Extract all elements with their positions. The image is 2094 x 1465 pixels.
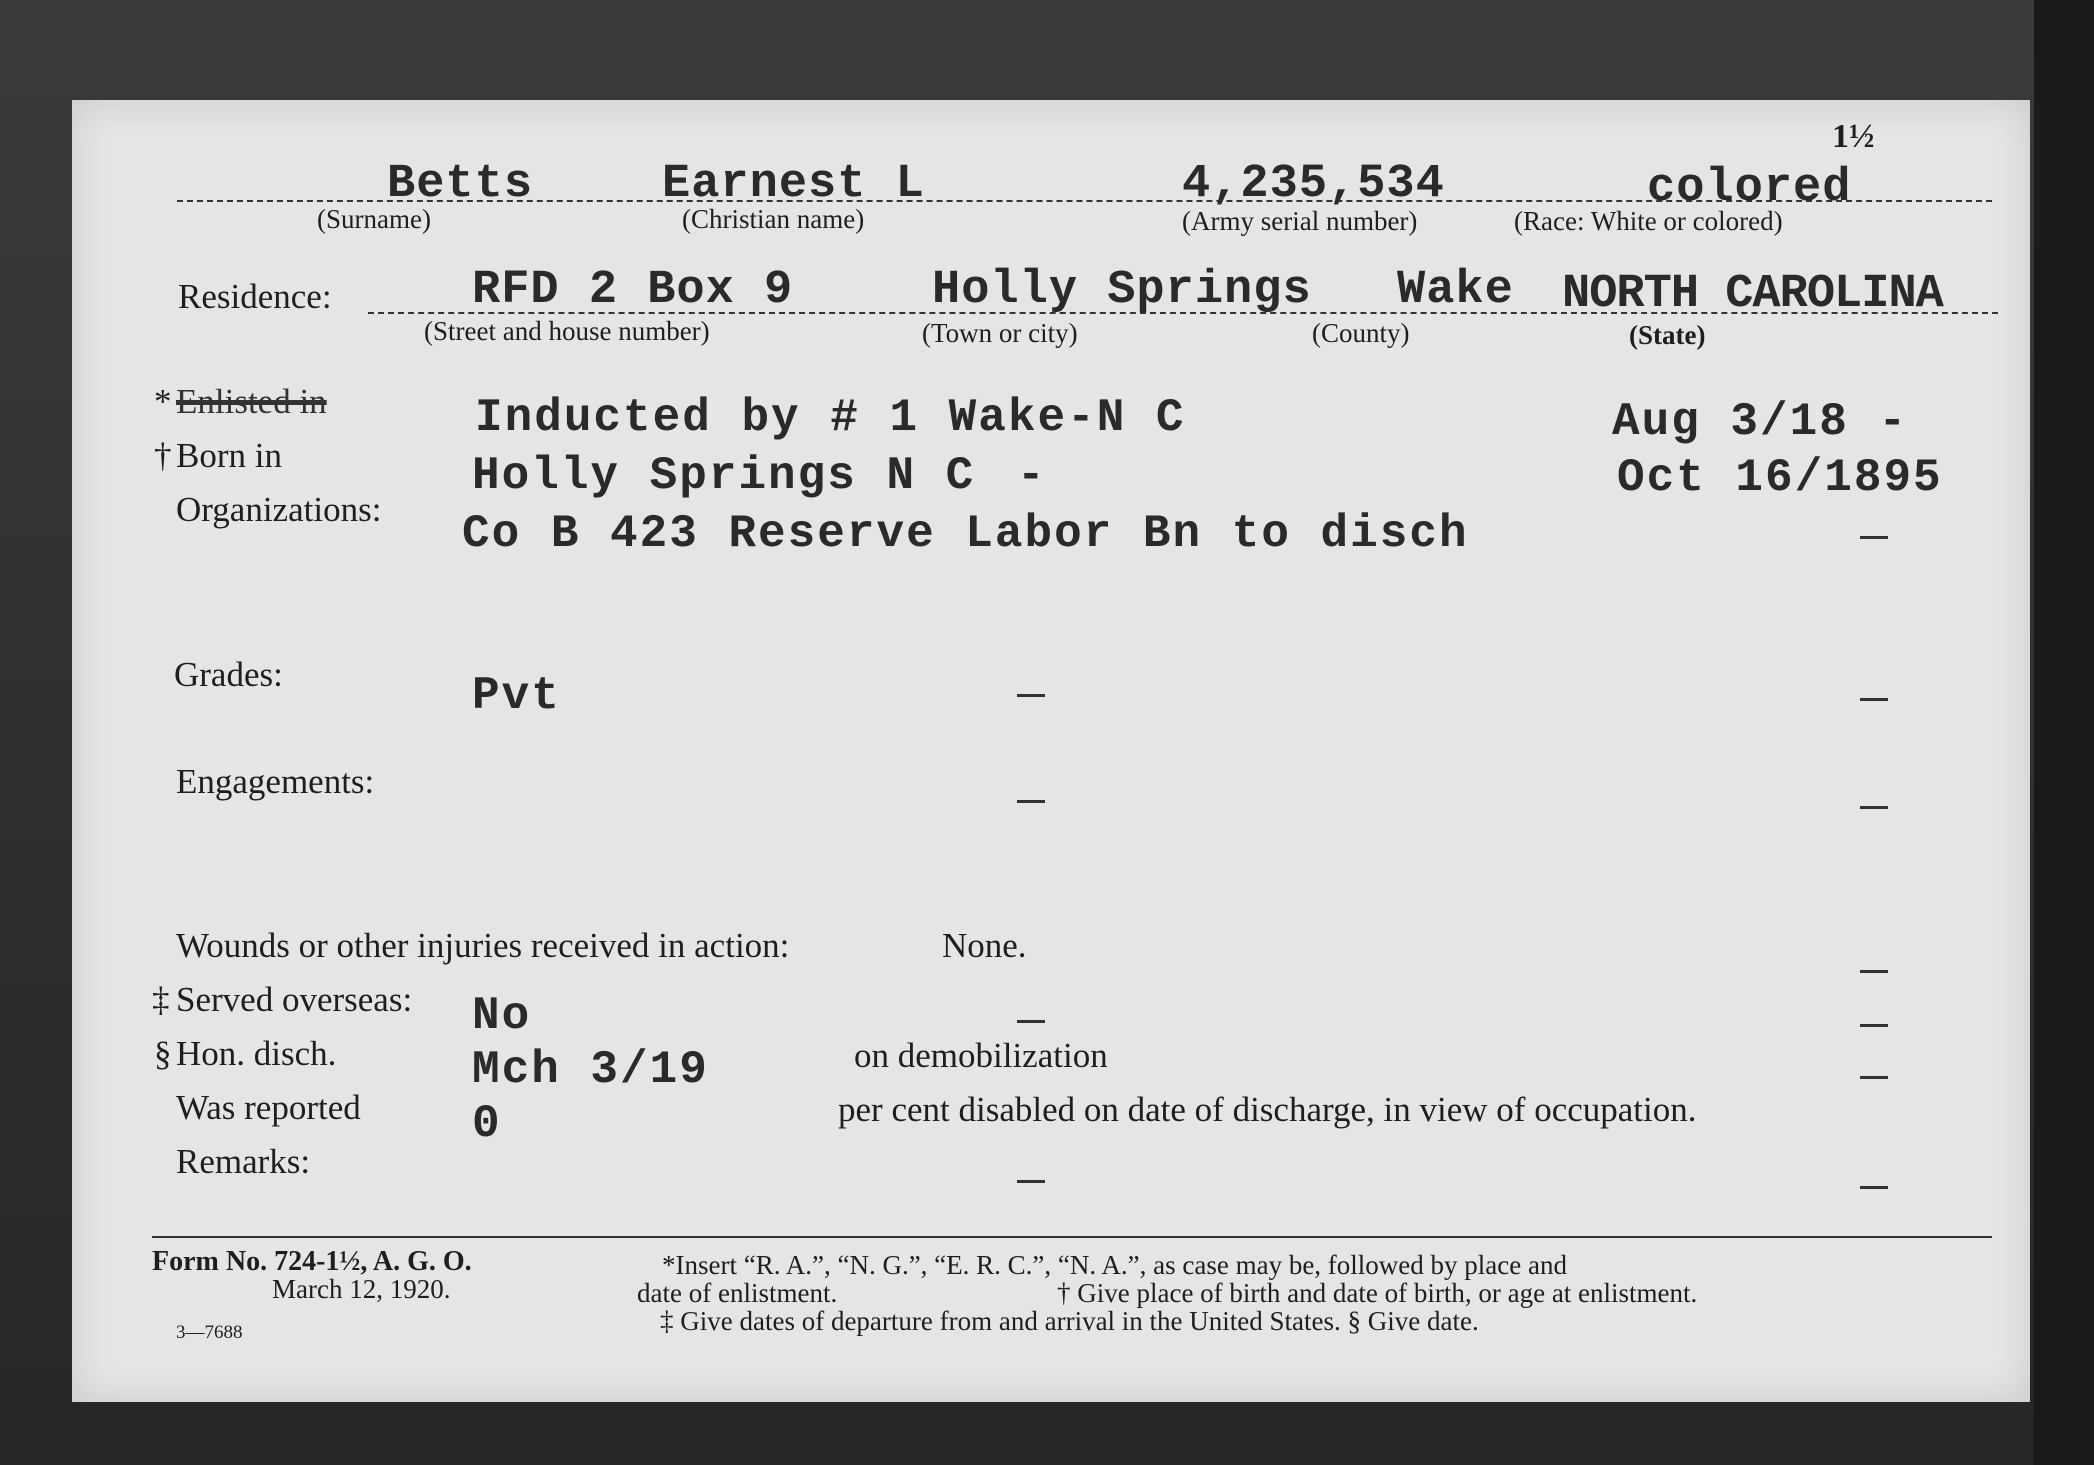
- hon-disch-note: on demobilization: [854, 1036, 1108, 1075]
- corner-mark: 1½: [1832, 118, 1875, 155]
- county-value: Wake: [1397, 264, 1514, 317]
- race-label: (Race: White or colored): [1514, 206, 1783, 236]
- form-number: Form No. 724-1½, A. G. O.: [152, 1246, 472, 1277]
- wounds-tick: [1860, 970, 1888, 973]
- footnote-2b: † Give place of birth and date of birth, or age at enlistment.: [1057, 1278, 1698, 1308]
- serial-number-label: (Army serial number): [1182, 206, 1418, 236]
- grades-tick-mid: [1017, 694, 1045, 697]
- enlisted-date: Aug 3/18 -: [1612, 396, 1909, 448]
- grades-label: Grades:: [174, 655, 283, 694]
- wounds-value: None.: [942, 926, 1027, 965]
- street-label: (Street and house number): [424, 316, 710, 346]
- surname-label: (Surname): [317, 204, 431, 234]
- remarks-tick-mid: [1017, 1180, 1045, 1183]
- state-label: (State): [1629, 320, 1706, 350]
- wounds-label: Wounds or other injuries received in action:: [176, 926, 790, 965]
- residence-label: Residence:: [178, 277, 332, 316]
- service-record-card: [72, 100, 2030, 1402]
- engagements-tick-mid: [1017, 800, 1045, 803]
- christian-name-label: (Christian name): [682, 204, 865, 234]
- reported-value: 0: [472, 1098, 502, 1150]
- remarks-label: Remarks:: [176, 1142, 311, 1181]
- hon-disch-label: Hon. disch.: [176, 1034, 337, 1073]
- county-label: (County): [1312, 318, 1410, 348]
- footnote-2a: date of enlistment.: [637, 1278, 838, 1308]
- overseas-value: No: [472, 990, 532, 1042]
- overseas-label: Served overseas:: [176, 980, 413, 1019]
- grades-tick-right: [1860, 698, 1888, 701]
- organizations-tick: [1860, 536, 1888, 539]
- enlisted-label: Enlisted in: [176, 382, 327, 421]
- remarks-tick-right: [1860, 1186, 1888, 1189]
- organizations-value: Co B 423 Reserve Labor Bn to disch: [462, 508, 1469, 560]
- overseas-tick-right: [1860, 1024, 1888, 1027]
- engagements-tick-right: [1860, 806, 1888, 809]
- christian-name-value: Earnest L: [662, 158, 925, 211]
- serial-number-value: 4,235,534: [1182, 158, 1445, 211]
- footnote-3: ‡ Give dates of departure from and arrival in the United States. § Give date.: [660, 1306, 1479, 1336]
- surname-value: Betts: [387, 158, 534, 211]
- born-mark: †: [154, 436, 172, 475]
- engagements-label: Engagements:: [176, 762, 375, 801]
- born-separator: -: [1017, 450, 1047, 502]
- town-value: Holly Springs: [932, 264, 1312, 317]
- reported-label: Was reported: [176, 1088, 361, 1127]
- scan-border: [2034, 0, 2094, 1465]
- hon-disch-mark: §: [154, 1034, 172, 1073]
- born-label: Born in: [176, 436, 282, 475]
- reported-note: per cent disabled on date of discharge, in view of occupation.: [838, 1090, 1697, 1129]
- overseas-tick-mid: [1017, 1020, 1045, 1023]
- grades-value: Pvt: [472, 670, 561, 722]
- print-code: 3—7688: [176, 1322, 243, 1343]
- form-date: March 12, 1920.: [272, 1274, 451, 1304]
- hon-disch-value: Mch 3/19: [472, 1044, 709, 1096]
- state-value: NORTH CAROLINA: [1562, 268, 1943, 321]
- born-date: Oct 16/1895: [1617, 452, 1943, 504]
- overseas-mark: ‡: [152, 980, 170, 1019]
- enlisted-mark: *: [154, 382, 172, 421]
- race-value: colored: [1647, 162, 1852, 215]
- born-value: Holly Springs N C: [472, 450, 976, 502]
- street-value: RFD 2 Box 9: [472, 264, 794, 317]
- footnote-1: *Insert “R. A.”, “N. G.”, “E. R. C.”, “N. A.”, as case may be, followed by place and: [662, 1250, 1567, 1280]
- enlisted-value: Inducted by # 1 Wake-N C: [475, 392, 1186, 444]
- organizations-label: Organizations:: [176, 490, 382, 529]
- footer-rule: [152, 1236, 1992, 1238]
- hon-disch-tick: [1860, 1076, 1888, 1079]
- town-label: (Town or city): [922, 318, 1078, 348]
